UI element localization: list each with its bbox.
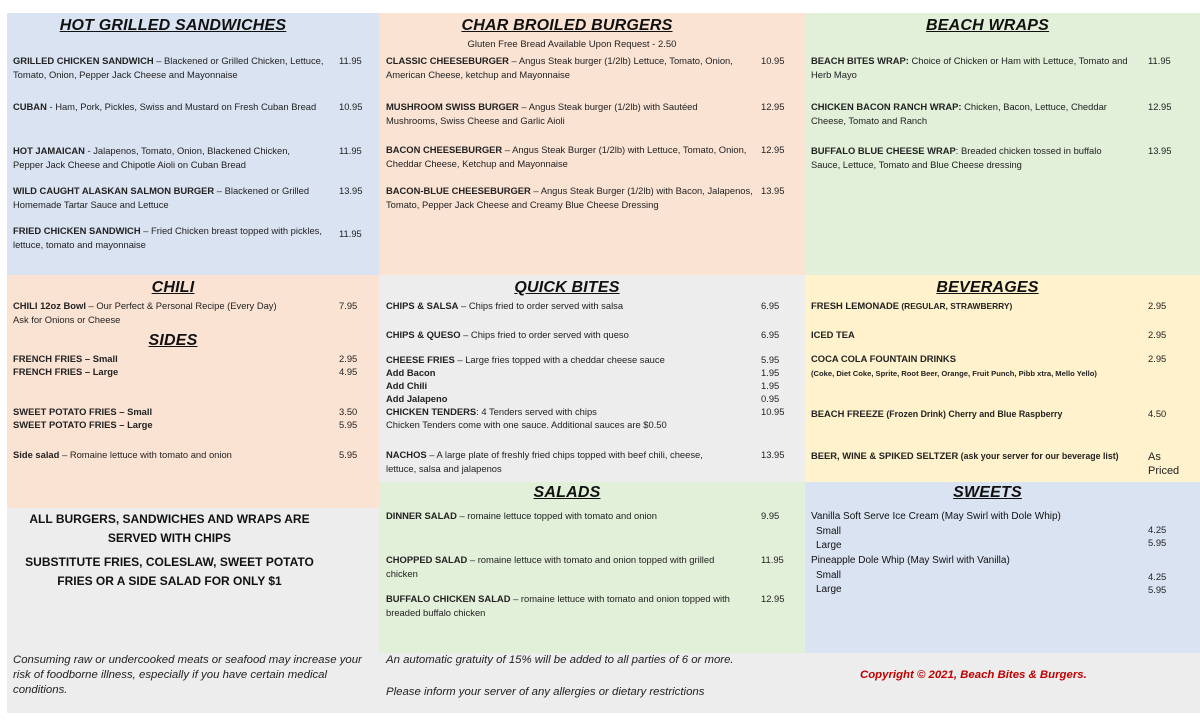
menu-item-price: 0.95 [761,393,780,404]
menu-item: FRIED CHICKEN SANDWICH – Fried Chicken breast topped with pickles, lettuce, tomato and mayonnaise [13,225,322,250]
menu-item-price: 11.95 [339,145,362,156]
quick-bites-title: QUICK BITES [514,279,620,296]
menu-item: MUSHROOM SWISS BURGER – Angus Steak burger (1/2lb) with Sautéed Mushrooms, Swiss Cheese and Garlic Aioli [386,101,698,126]
menu-item-note: Chicken Tenders come with one sauce. Additional sauces are $0.50 [386,419,667,430]
menu-item-price: 5.95 [1148,537,1167,548]
menu-item: BEER, WINE & SPIKED SELTZER (ask your server for our beverage list) [811,450,1119,461]
menu-item: BACON-BLUE CHEESEBURGER – Angus Steak Burger (1/2lb) with Bacon, Jalapenos, Tomato, Pepper Jack Cheese and Creamy Blue Cheese Dressing [386,185,753,210]
wraps-title: BEACH WRAPS [925,17,1050,34]
sandwiches-section [7,13,379,275]
menu-item-price: 9.95 [761,510,780,521]
menu-item-price: 6.95 [761,300,780,311]
menu-item-price: 13.95 [761,185,785,196]
menu-item: BACON CHEESEBURGER – Angus Steak Burger (1/2lb) with Lettuce, Tomato, Onion, Cheddar Cheese, Ketchup and Mayonnaise [386,144,747,169]
menu-item: SWEET POTATO FRIES – Small [13,406,153,417]
menu-item-price: 5.95 [339,449,358,460]
menu-item-price: 11.95 [1148,55,1171,66]
burgers-section [379,13,805,275]
menu-item-price: 10.95 [761,55,785,66]
chips-note-section [7,508,379,653]
sandwiches-title: HOT GRILLED SANDWICHES [59,17,287,34]
menu-item-price: 10.95 [339,101,363,112]
quick-bites-section [379,275,805,482]
menu-item: FRENCH FRIES – Large [13,366,119,377]
menu-item: FRENCH FRIES – Small [13,353,118,364]
burgers-title: CHAR BROILED BURGERS [461,17,673,34]
menu-item: BEACH BITES WRAP: Choice of Chicken or Ham with Lettuce, Tomato and Herb Mayo [811,55,1128,80]
chips-note-heading: ALL BURGERS, SANDWICHES AND WRAPS ARE SERVED WITH CHIPS [29,512,310,545]
food-safety-warning: Consuming raw or undercooked meats or seafood may increase your risk of foodborne illness, especially if you have certain medical conditions. [13,654,362,696]
menu-item: DINNER SALAD – romaine lettuce topped with tomato and onion [386,510,657,521]
menu-item: CHIPS & QUESO – Chips fried to order served with queso [386,329,629,340]
menu-item: CLASSIC CHEESEBURGER – Angus Steak burger (1/2lb) Lettuce, Tomato, Onion, American Cheese, ketchup and Mayonnaise [386,55,733,80]
menu-item-price: 11.95 [761,554,784,565]
menu-item: Add Chili [386,380,428,391]
menu-item: CHICKEN BACON RANCH WRAP: Chicken, Bacon, Lettuce, Cheddar Cheese, Tomato and Ranch [811,101,1107,126]
menu-item-price: 12.95 [761,144,785,155]
sweets-size-small: Small [816,570,842,581]
sweets-size-large: Large [816,540,842,551]
sweets-section [805,482,1200,653]
menu-item-price: 4.25 [1148,524,1167,535]
salads-title: SALADS [533,484,601,501]
burgers-subtitle: Gluten Free Bread Available Upon Request - 2.50 [467,39,677,50]
menu-item: NACHOS – A large plate of freshly fried chips topped with beef chili, cheese, lettuce, salsa and jalapenos [386,449,703,474]
menu-item-price: 10.95 [761,406,785,417]
menu-item: Add Jalapeno [386,393,448,404]
menu-item: CHIPS & SALSA – Chips fried to order served with salsa [386,300,624,311]
salads-section [379,482,805,653]
menu-item-price: 5.95 [761,354,780,365]
sweets-item: Vanilla Soft Serve Ice Cream (May Swirl with Dole Whip) [811,511,1061,522]
sides-title: SIDES [148,332,198,349]
menu-item: BEACH FREEZE (Frozen Drink) Cherry and Blue Raspberry [811,408,1063,419]
menu-item-price: 4.50 [1148,408,1167,419]
menu-item: HOT JAMAICAN - Jalapenos, Tomato, Onion, Blackened Chicken, Pepper Jack Cheese and Chipotle Aioli on Cuban Bread [13,145,291,170]
menu-item-price: 2.95 [1148,329,1167,340]
menu-item-price: 2.95 [1148,353,1167,364]
allergy-note: Please inform your server of any allergies or dietary restrictions [386,686,705,698]
menu-item-price: 4.95 [339,366,358,377]
menu-item: Add Bacon [386,367,436,378]
menu-item-price: 1.95 [761,380,780,391]
menu-item-price: 13.95 [339,185,363,196]
menu-item-price: 3.50 [339,406,358,417]
menu-item-price: 5.95 [339,419,358,430]
menu-item-price: 4.25 [1148,571,1167,582]
menu-item: ICED TEA [811,329,855,340]
menu-item: CUBAN - Ham, Pork, Pickles, Swiss and Mustard on Fresh Cuban Bread [13,101,317,112]
menu-item-price: 12.95 [1148,101,1172,112]
chili-title: CHILI [151,279,195,296]
menu-item-price: As Priced [1148,451,1180,477]
menu-item: GRILLED CHICKEN SANDWICH – Blackened or Grilled Chicken, Lettuce, Tomato, Onion, Pepper Jack Cheese and Mayonnaise [13,55,324,80]
wraps-section [805,13,1200,275]
menu-item-price: 5.95 [1148,584,1167,595]
copyright: Copyright © 2021, Beach Bites & Burgers. [860,669,1087,681]
beverages-title: BEVERAGES [936,279,1039,296]
gratuity-note: An automatic gratuity of 15% will be added to all parties of 6 or more. [386,654,734,666]
menu-item-price: 6.95 [761,329,780,340]
menu-item-price: 12.95 [761,101,785,112]
menu-item: CHICKEN TENDERS: 4 Tenders served with chips [386,406,597,417]
sweets-size-small: Small [816,526,842,537]
menu-item-price: 12.95 [761,593,785,604]
beverages-section [805,275,1200,482]
menu-item-price: 2.95 [1148,300,1167,311]
sweets-title: SWEETS [953,484,1022,501]
menu-item-price: 11.95 [339,228,362,239]
menu-item: WILD CAUGHT ALASKAN SALMON BURGER – Blackened or Grilled Homemade Tartar Sauce and Lettuce [13,185,310,210]
menu-item: BUFFALO BLUE CHEESE WRAP: Breaded chicken tossed in buffalo Sauce, Lettuce, Tomato and Blue Cheese dressing [811,145,1102,170]
menu-item-price: 1.95 [761,367,780,378]
menu-item: CHEESE FRIES – Large fries topped with a cheddar cheese sauce [386,354,665,365]
menu-item: CHOPPED SALAD – romaine lettuce with tomato and onion topped with grilled chicken [386,554,715,579]
menu-item-price: 13.95 [1148,145,1172,156]
menu-item: COCA COLA FOUNTAIN DRINKS (Coke, Diet Coke, Sprite, Root Beer, Orange, Fruit Punch, Pibb xtra, Mello Yello) [811,353,1097,378]
chili-sides-section [7,275,379,508]
sweets-size-large: Large [816,584,842,595]
menu-item: SWEET POTATO FRIES – Large [13,419,153,430]
menu-item: BUFFALO CHICKEN SALAD – romaine lettuce with tomato and onion topped with breaded buffalo chicken [386,593,730,618]
menu-item-price: 7.95 [339,300,358,311]
chips-note-substitute: SUBSTITUTE FRIES, COLESLAW, SWEET POTATO FRIES OR A SIDE SALAD FOR ONLY $1 [25,555,314,588]
menu-item-price: 13.95 [761,449,785,460]
menu-item: CHILI 12oz Bowl – Our Perfect & Personal Recipe (Every Day) Ask for Onions or Cheese [13,300,277,325]
sweets-item: Pineapple Dole Whip (May Swirl with Vanilla) [811,555,1010,566]
menu-item-price: 11.95 [339,55,362,66]
menu-item: Side salad – Romaine lettuce with tomato and onion [13,449,232,460]
menu-item: FRESH LEMONADE (REGULAR, STRAWBERRY) [811,300,1013,311]
menu-item-price: 2.95 [339,353,358,364]
